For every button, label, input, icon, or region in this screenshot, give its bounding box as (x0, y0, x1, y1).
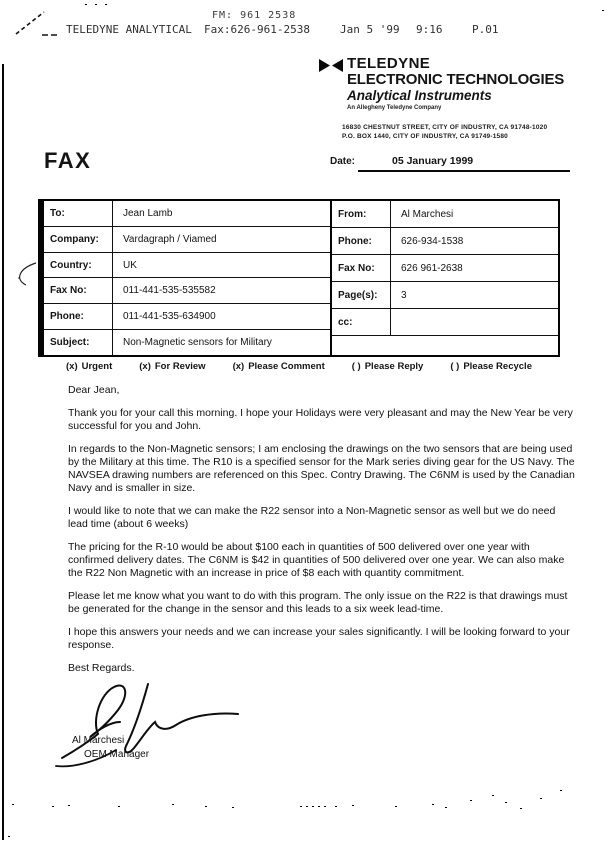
fax-machine-stamp: FM: 961 2538 (212, 10, 297, 21)
signature-block (68, 678, 578, 778)
letterhead (342, 55, 587, 141)
paragraph-2: In regards to the Non-Magnetic sensors; I am enclosing the drawings on the two sensors that are being used by the Military at this time. The R10 is a specified sensor for the Mark series diving gear for the US Navy. The NAVSEA drawing numbers are referenced on this Spec. Contry Drawing. The C6NM is used by the Canadian Navy and is smaller in size. (68, 443, 575, 494)
checkbox-urgent (66, 361, 112, 372)
fax-no-value: 011-441-535-535582 (123, 285, 216, 297)
checkbox-please-reply (352, 361, 424, 372)
fax-no-label: Fax No: (44, 278, 113, 303)
fax-transmission-header (0, 23, 612, 37)
table-row-phone (44, 304, 330, 330)
pages-value: 3 (401, 289, 407, 301)
subject-label: Subject: (44, 330, 113, 355)
company-value: Vardagraph / Viamed (123, 233, 217, 245)
sender-phone-label: Phone: (332, 228, 391, 254)
fax-sender-name: TELEDYNE ANALYTICAL (66, 23, 192, 36)
left-edge-scan-line (2, 64, 4, 840)
checkbox-mark: ( ) (450, 361, 460, 372)
paragraph-4: The pricing for the R-10 would be about $100 each in quantities of 500 delivered over one year with confirmed delivery dates. The C6NM is $42 in quantities of 500 delivered over one year. We can also make the R22 Non Magnetic with an increase in price of $8 each with quantity commitment. (68, 541, 565, 579)
subject-value: Non-Magnetic sensors for Military (123, 337, 272, 349)
closing: Best Regards. (68, 662, 135, 674)
signature-title: OEM Manager (84, 749, 150, 760)
table-row-sender-phone (332, 228, 558, 255)
date-value: 05 January 1999 (392, 155, 474, 167)
signature-name: Al Marchesi (72, 735, 125, 746)
phone-value: 011-441-535-634900 (123, 311, 216, 323)
checkbox-mark: (x) (139, 361, 151, 372)
table-row-cc (332, 309, 558, 336)
brand-name: TELEDYNE (347, 55, 431, 72)
business-unit-name: Analytical Instruments (347, 88, 492, 103)
table-row-country (44, 253, 330, 279)
date-underline (358, 170, 570, 172)
checkbox-for-review (139, 361, 205, 372)
checkbox-label: For Review (154, 361, 206, 372)
checkbox-label: Please Reply (364, 361, 424, 372)
table-row-company (44, 227, 330, 253)
checkbox-label: Please Comment (248, 361, 325, 372)
checkbox-mark: ( ) (351, 361, 361, 372)
table-row-subject (44, 330, 330, 355)
from-value: Al Marchesi (401, 208, 454, 220)
fax-transmission-date: Jan 5 '99 (340, 23, 400, 36)
teledyne-logo-icon (319, 58, 343, 73)
country-label: Country: (44, 253, 113, 278)
paragraph-1: Thank you for your call this morning. I hope your Holidays were very pleasant and may the New Year be very successful for you and John. (68, 407, 573, 432)
cc-value (391, 309, 558, 335)
address-line-1: 16830 CHESTNUT STREET, CITY OF INDUSTRY, CA 91748-1020 (342, 124, 548, 131)
fax-title: FAX (44, 148, 92, 173)
fax-transmission-time: 9:16 (416, 23, 443, 36)
company-label: Company: (44, 227, 113, 252)
checkbox-mark: (x) (232, 361, 245, 372)
sender-phone-value: 626-934-1538 (401, 235, 464, 247)
from-label: From: (332, 201, 391, 227)
checkbox-row (66, 361, 576, 372)
scan-noise-dots (0, 0, 2, 1)
table-row-sender-fax (332, 255, 558, 282)
country-value: UK (123, 259, 137, 271)
table-row-pages (332, 282, 558, 309)
salutation: Dear Jean, (68, 384, 120, 396)
cc-label: cc: (332, 309, 391, 335)
table-row-to (44, 201, 330, 227)
division-name: ELECTRONIC TECHNOLOGIES (347, 71, 565, 88)
checkbox-please-comment (233, 361, 325, 372)
checkbox-please-recycle (450, 361, 532, 372)
date-label: Date: (330, 156, 356, 167)
sender-fax-value: 626 961-2638 (401, 262, 463, 274)
pages-label: Page(s): (332, 282, 391, 308)
sender-fax-label: Fax No: (332, 255, 391, 281)
checkbox-label: Urgent (81, 361, 113, 372)
company-address (342, 123, 587, 141)
routing-table-left-column (44, 201, 330, 355)
to-value: Jean Lamb (123, 207, 173, 219)
paragraph-5: Please let me know what you want to do with this program. The only issue on the R22 is that drawings must be generated for the change in the sensor and this leads to a six week lead-time. (68, 590, 568, 615)
table-row-empty (332, 336, 558, 355)
table-row-from (332, 201, 558, 228)
table-row-fax-no (44, 278, 330, 304)
routing-table-right-column (330, 201, 558, 355)
checkbox-label: Please Recycle (463, 361, 532, 372)
paragraph-3: I would like to note that we can make the R22 sensor into a Non-Magnetic sensor as well but we do need lead time (about 6 weeks) (68, 505, 556, 530)
address-line-2: P.O. BOX 1440, CITY OF INDUSTRY, CA 91749-1580 (342, 133, 508, 140)
letter-body (68, 384, 578, 778)
fax-routing-table (38, 199, 560, 357)
phone-label: Phone: (44, 304, 113, 329)
company-tagline: An Allegheny Teledyne Company (347, 105, 442, 111)
checkbox-mark: (x) (66, 361, 78, 372)
to-label: To: (44, 201, 113, 226)
fax-page-number: P.01 (472, 23, 499, 36)
fax-sender-number: Fax:626-961-2538 (204, 23, 310, 36)
paragraph-6: I hope this answers your needs and we can increase your sales significantly. I will be looking forward to your response. (68, 626, 570, 651)
